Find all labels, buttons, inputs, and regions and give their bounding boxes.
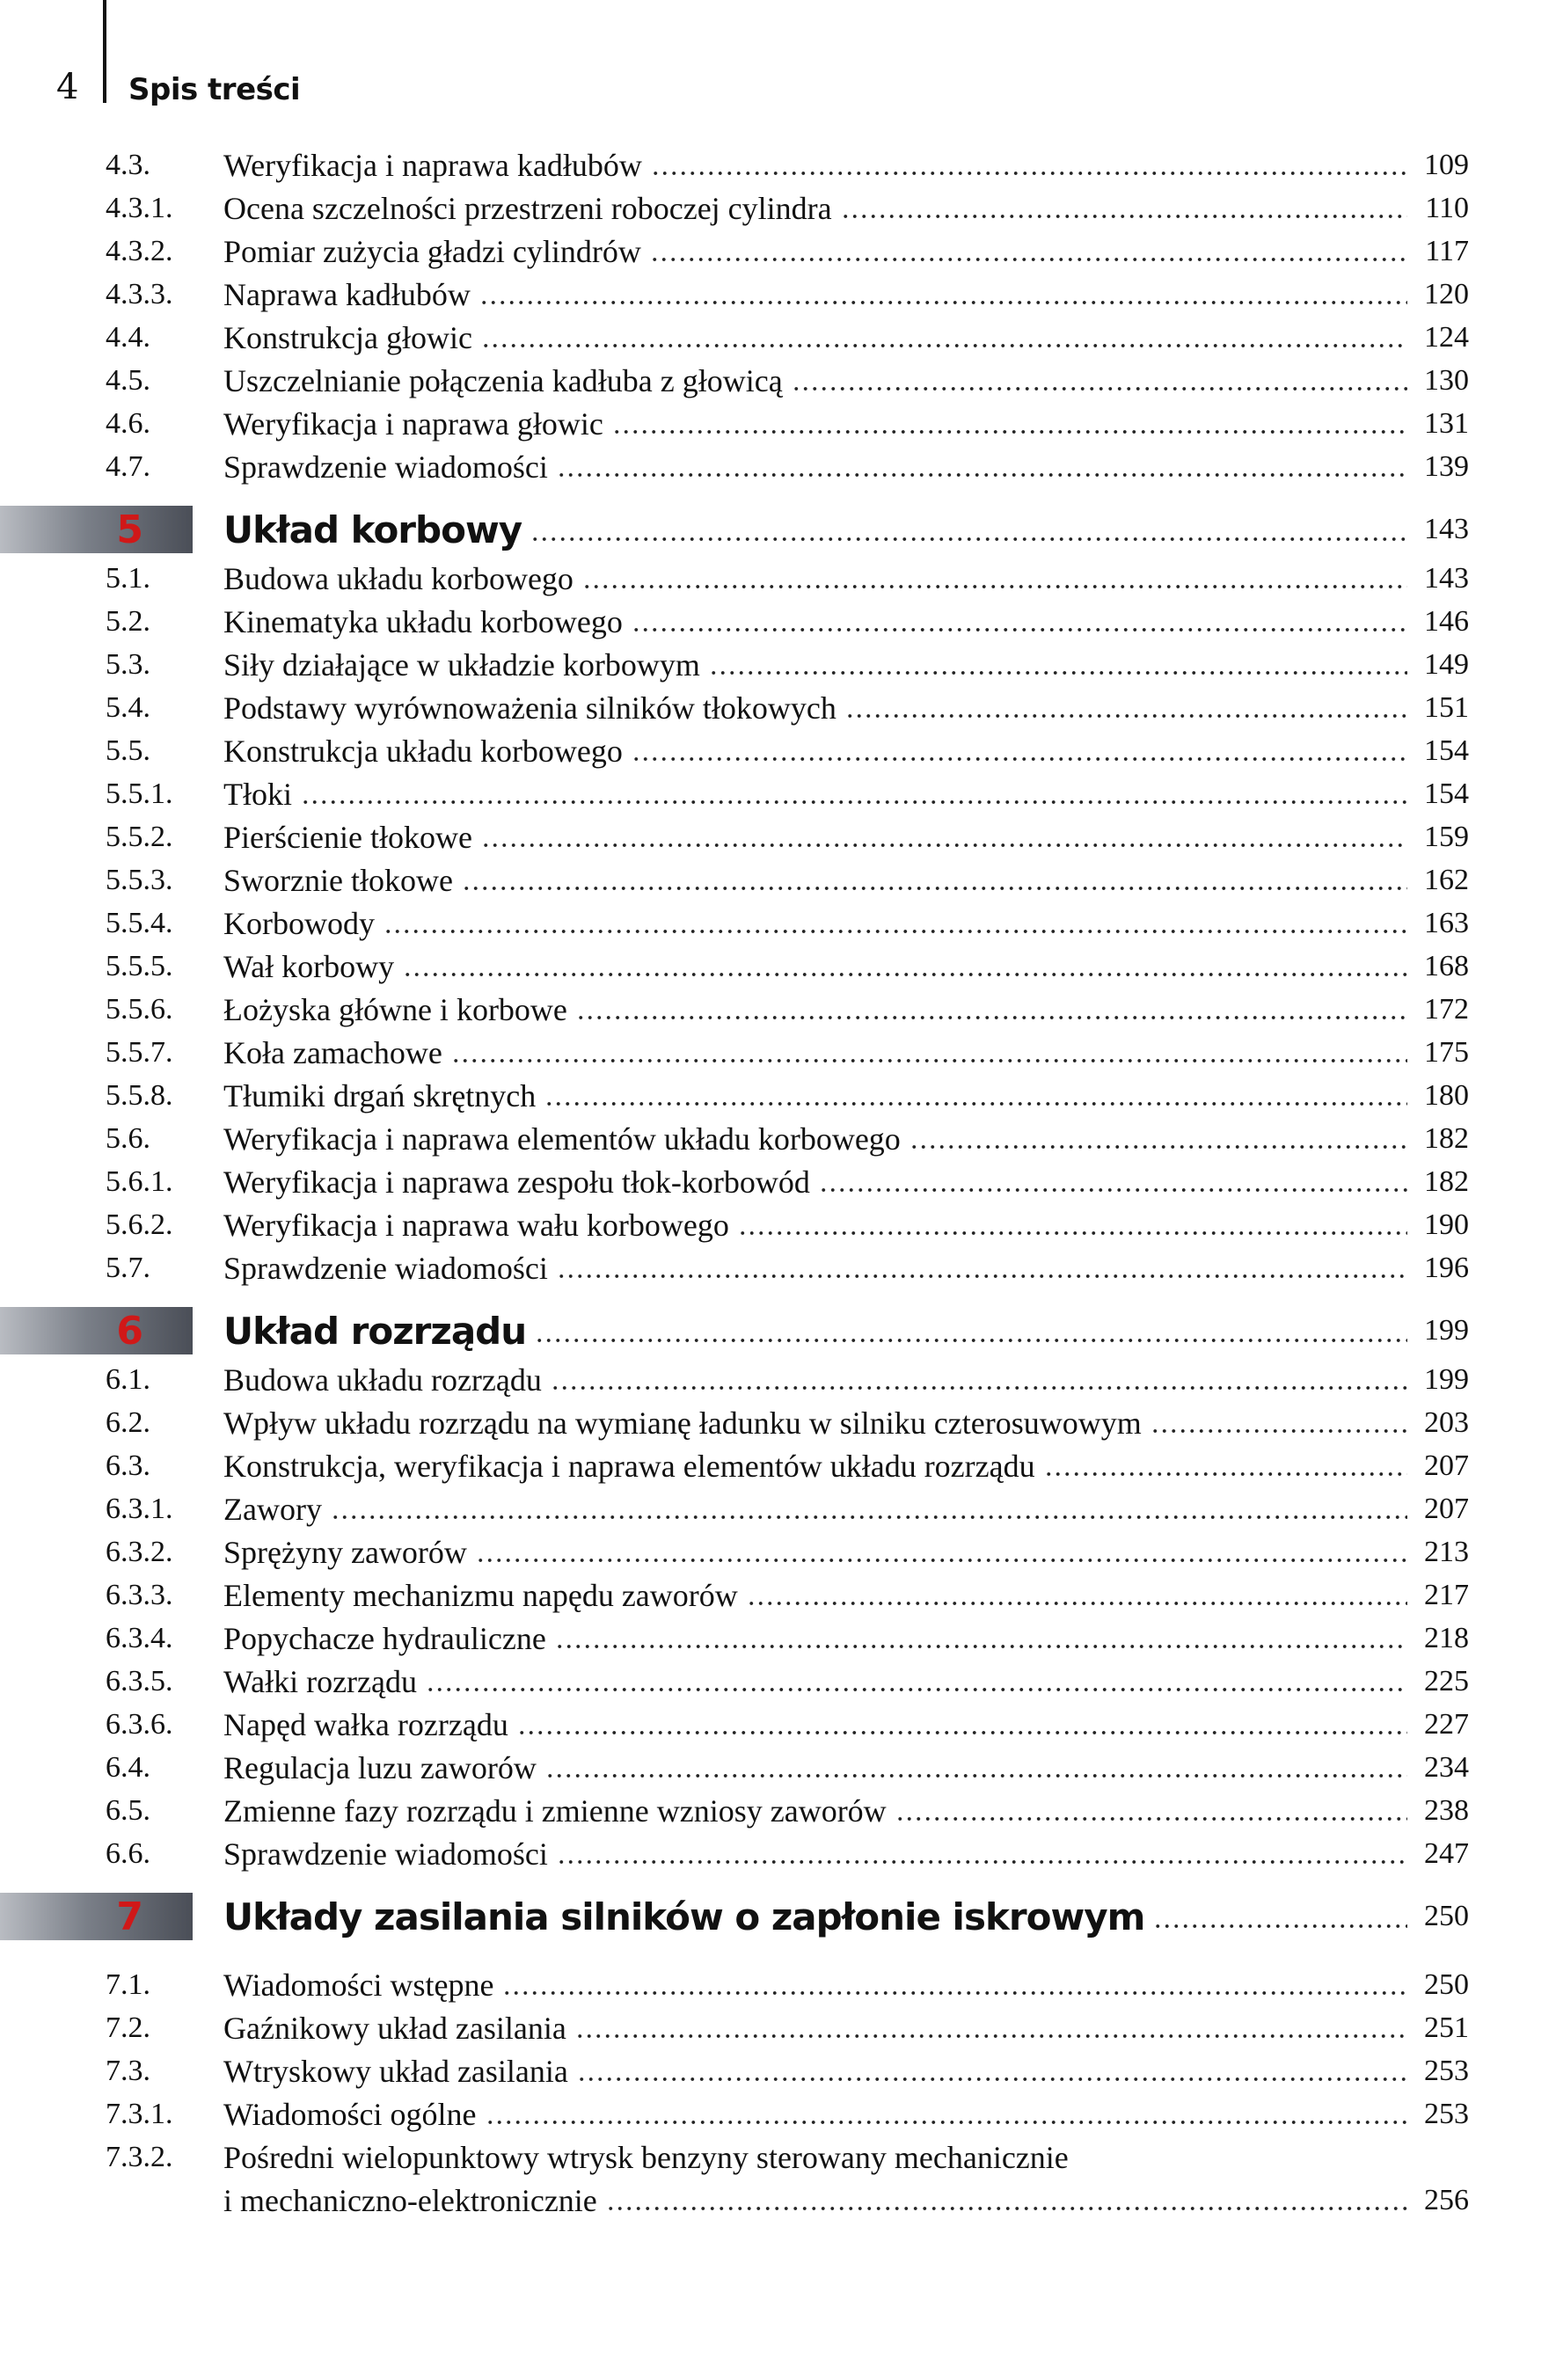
section-title: Tłumiki drgań skrętnych <box>223 1077 537 1113</box>
section-title: Zmienne fazy rozrządu i zmienne wzniosy zaworów <box>223 1792 887 1829</box>
toc-entry[interactable] <box>0 1660 1556 1703</box>
section-number: 6.3.2. <box>106 1535 173 1568</box>
section-number: 5.5.4. <box>106 906 173 939</box>
section-number: 4.3.1. <box>106 191 173 224</box>
toc-entry[interactable] <box>0 1789 1556 1832</box>
entry-line <box>223 776 1469 813</box>
entry-line <box>223 560 1469 597</box>
dot-leader <box>481 842 1407 849</box>
entry-line <box>223 362 1469 399</box>
entry-line <box>223 905 1469 942</box>
section-number: 5.5.1. <box>106 777 173 810</box>
chapter-heading[interactable] <box>0 1303 1556 1358</box>
section-number: 6.5. <box>106 1793 150 1827</box>
dot-leader <box>551 1384 1407 1391</box>
page-ref: 172 <box>1424 992 1469 1026</box>
toc-entry[interactable] <box>0 2135 1556 2179</box>
page-ref: 182 <box>1424 1164 1469 1198</box>
section-title: Wał korbowy <box>223 948 395 984</box>
section-title: Kinematyka układu korbowego <box>223 603 623 639</box>
dot-leader <box>544 1100 1407 1107</box>
entry-line <box>223 690 1469 726</box>
page-ref: 151 <box>1424 690 1469 724</box>
table-of-contents <box>0 143 1556 2222</box>
toc-entry[interactable] <box>0 815 1556 858</box>
dot-leader <box>576 1014 1407 1021</box>
chapter-heading[interactable] <box>0 502 1556 557</box>
entry-line <box>223 1362 1469 1398</box>
section-number: 5.7. <box>106 1251 150 1284</box>
toc-entry[interactable] <box>0 1444 1556 1487</box>
page-ref: 149 <box>1424 647 1469 681</box>
toc-entry[interactable] <box>0 402 1556 445</box>
page-ref: 207 <box>1424 1492 1469 1525</box>
section-title: Pomiar zużycia gładzi cylindrów <box>223 233 641 269</box>
section-number: 6.3.4. <box>106 1621 173 1654</box>
section-title: Korbowody <box>223 905 375 941</box>
entry-line <box>223 1077 1469 1114</box>
page-ref: 250 <box>1424 1900 1469 1932</box>
section-number: 6.3.5. <box>106 1664 173 1697</box>
toc-entry[interactable] <box>0 858 1556 902</box>
toc-entry[interactable] <box>0 1246 1556 1289</box>
dot-leader <box>403 971 1407 978</box>
chapter-line <box>223 1895 1469 1938</box>
toc-entry[interactable] <box>0 1401 1556 1444</box>
toc-entry[interactable] <box>0 1487 1556 1530</box>
toc-entry[interactable] <box>0 359 1556 402</box>
dot-leader <box>909 1143 1407 1150</box>
toc-entry[interactable] <box>0 1703 1556 1746</box>
page-number: 4 <box>56 67 79 107</box>
section-number: 4.7. <box>106 449 150 483</box>
section-number: 6.3. <box>106 1449 150 1482</box>
chapter-line <box>223 1310 1469 1353</box>
dot-leader <box>301 799 1407 806</box>
toc-entry[interactable] <box>0 945 1556 988</box>
page-ref: 190 <box>1424 1208 1469 1241</box>
page-ref: 180 <box>1424 1078 1469 1112</box>
page-ref: 131 <box>1424 406 1469 440</box>
section-number: 5.5.8. <box>106 1078 173 1112</box>
section-title: Pośredni wielopunktowy wtrysk benzyny sterowany mechanicznie <box>223 2139 1069 2175</box>
section-title: Sworznie tłokowe <box>223 862 453 898</box>
page-ref: 143 <box>1424 561 1469 595</box>
section-title: Tłoki <box>223 776 292 812</box>
entry-line <box>223 819 1469 856</box>
section-number: 4.3.2. <box>106 234 173 267</box>
entry-line <box>223 1663 1469 1700</box>
section-number: 5.1. <box>106 561 150 595</box>
section-title: Podstawy wyrównoważenia silników tłokowych <box>223 690 836 726</box>
page-ref: 238 <box>1424 1793 1469 1827</box>
toc-entry[interactable] <box>0 1203 1556 1246</box>
dot-leader <box>530 536 1407 543</box>
entry-line <box>223 1207 1469 1244</box>
section-number: 6.3.1. <box>106 1492 173 1525</box>
entry-line <box>223 603 1469 640</box>
entry-line <box>223 1491 1469 1528</box>
dot-leader <box>650 256 1407 263</box>
toc-entry[interactable] <box>0 273 1556 316</box>
section-title: Koła zamachowe <box>223 1034 442 1070</box>
entry-line <box>223 2053 1469 2090</box>
page-ref: 207 <box>1424 1449 1469 1482</box>
page-ref: 247 <box>1424 1836 1469 1870</box>
section-title: Wiadomości ogólne <box>223 2096 477 2132</box>
section-title: Weryfikacja i naprawa wału korbowego <box>223 1207 729 1243</box>
dot-leader <box>841 213 1407 220</box>
toc-entry[interactable] <box>0 2049 1556 2092</box>
entry-line <box>223 1836 1469 1873</box>
chapter-number: 5 <box>116 507 143 552</box>
toc-entry[interactable] <box>0 1074 1556 1117</box>
toc-entry-continuation <box>0 2179 1556 2222</box>
entry-line <box>223 948 1469 985</box>
chapter-badge <box>0 1893 193 1940</box>
section-title: Elementy mechanizmu napędu zaworów <box>223 1577 738 1613</box>
dot-leader <box>331 1514 1407 1521</box>
section-number: 6.3.6. <box>106 1707 173 1741</box>
chapter-title: Układy zasilania silników o zapłonie iskrowym <box>223 1895 1145 1938</box>
section-title: Sprawdzenie wiadomości <box>223 1250 548 1286</box>
section-title-continued: i mechaniczno-elektronicznie <box>223 2182 597 2218</box>
page-ref: 159 <box>1424 820 1469 853</box>
section-number: 6.3.3. <box>106 1578 173 1611</box>
section-title: Konstrukcja, weryfikacja i naprawa elementów układu rozrządu <box>223 1448 1035 1484</box>
entry-line <box>223 190 1469 227</box>
section-title: Naprawa kadłubów <box>223 276 471 312</box>
dot-leader <box>651 170 1407 177</box>
section-title: Ocena szczelności przestrzeni roboczej cylindra <box>223 190 832 226</box>
section-number: 7.2. <box>106 2011 150 2044</box>
dot-leader <box>384 928 1407 935</box>
entry-line <box>223 1534 1469 1571</box>
section-title: Napęd wałka rozrządu <box>223 1706 508 1742</box>
entry-line <box>223 2010 1469 2047</box>
entry-line <box>223 2182 1469 2219</box>
section-number: 6.4. <box>106 1750 150 1784</box>
chapter-heading[interactable] <box>0 1889 1556 1944</box>
toc-entry[interactable] <box>0 988 1556 1031</box>
toc-entry[interactable] <box>0 1117 1556 1160</box>
page-ref: 110 <box>1425 191 1469 224</box>
section-title: Weryfikacja i naprawa elementów układu korbowego <box>223 1121 901 1157</box>
section-number: 5.6.2. <box>106 1208 173 1241</box>
entry-line <box>223 2139 1469 2176</box>
toc-entry[interactable] <box>0 686 1556 729</box>
entry-line <box>223 1405 1469 1442</box>
page-ref: 109 <box>1424 148 1469 181</box>
entry-line <box>223 147 1469 184</box>
toc-entry[interactable] <box>0 1031 1556 1074</box>
chapter-badge <box>0 506 193 553</box>
dot-leader <box>479 299 1407 306</box>
entry-line <box>223 405 1469 442</box>
page-ref: 253 <box>1424 2054 1469 2087</box>
dot-leader <box>709 669 1407 676</box>
section-title: Pierścienie tłokowe <box>223 819 472 855</box>
dot-leader <box>535 1337 1407 1344</box>
toc-entry[interactable] <box>0 772 1556 815</box>
section-number: 6.2. <box>106 1405 150 1439</box>
section-title: Sprężyny zaworów <box>223 1534 467 1570</box>
page-ref: 253 <box>1424 2097 1469 2130</box>
page-ref: 234 <box>1424 1750 1469 1784</box>
toc-entry[interactable] <box>0 143 1556 186</box>
toc-entry[interactable] <box>0 1160 1556 1203</box>
page-ref: 124 <box>1424 320 1469 354</box>
toc-entry[interactable] <box>0 729 1556 772</box>
dot-leader <box>1151 1427 1407 1435</box>
dot-leader <box>895 1815 1407 1822</box>
section-number: 7.1. <box>106 1968 150 2001</box>
section-number: 4.3. <box>106 148 150 181</box>
section-number: 5.5.7. <box>106 1035 173 1069</box>
section-number: 5.2. <box>106 604 150 638</box>
toc-entry[interactable] <box>0 600 1556 643</box>
chapter-number: 7 <box>116 1895 143 1939</box>
entry-line <box>223 2096 1469 2133</box>
section-number: 4.3.3. <box>106 277 173 310</box>
dot-leader <box>555 1643 1407 1650</box>
section-number: 5.5.5. <box>106 949 173 982</box>
entry-line <box>223 1121 1469 1157</box>
toc-entry[interactable] <box>0 2092 1556 2135</box>
dot-leader <box>845 712 1407 719</box>
section-number: 4.5. <box>106 363 150 397</box>
toc-entry[interactable] <box>0 1832 1556 1875</box>
entry-line <box>223 1577 1469 1614</box>
section-number: 7.3.1. <box>106 2097 173 2130</box>
entry-line <box>223 1620 1469 1657</box>
page-ref: 139 <box>1424 449 1469 483</box>
entry-line <box>223 1792 1469 1829</box>
toc-entry[interactable] <box>0 1746 1556 1789</box>
section-number: 6.1. <box>106 1362 150 1396</box>
toc-entry[interactable] <box>0 445 1556 488</box>
chapter-badge <box>0 1307 193 1354</box>
page-ref: 199 <box>1424 1314 1469 1347</box>
entry-line <box>223 1164 1469 1201</box>
toc-entry[interactable] <box>0 1530 1556 1573</box>
dot-leader <box>1153 1923 1407 1930</box>
section-number: 5.6.1. <box>106 1164 173 1198</box>
entry-line <box>223 1448 1469 1485</box>
section-title: Gaźnikowy układ zasilania <box>223 2010 566 2046</box>
dot-leader <box>577 2076 1407 2083</box>
section-title: Konstrukcja głowic <box>223 319 472 355</box>
section-number: 5.5. <box>106 734 150 767</box>
section-title: Weryfikacja i naprawa kadłubów <box>223 147 642 183</box>
section-title: Sprawdzenie wiadomości <box>223 449 548 485</box>
section-title: Wpływ układu rozrządu na wymianę ładunku w silniku czterosuwowym <box>223 1405 1142 1441</box>
header-rule <box>103 0 106 103</box>
page-ref: 146 <box>1424 604 1469 638</box>
section-title: Konstrukcja układu korbowego <box>223 733 623 769</box>
dot-leader <box>632 756 1407 763</box>
dot-leader <box>606 2205 1407 2212</box>
entry-line <box>223 319 1469 356</box>
dot-leader <box>545 1772 1407 1779</box>
toc-entry[interactable] <box>0 1358 1556 1401</box>
section-number: 5.5.2. <box>106 820 173 853</box>
section-number: 5.5.3. <box>106 863 173 896</box>
entry-line <box>223 276 1469 313</box>
entry-line <box>223 1706 1469 1743</box>
dot-leader <box>476 1557 1407 1564</box>
entry-line <box>223 733 1469 770</box>
section-title: Regulacja luzu zaworów <box>223 1749 537 1785</box>
entry-line <box>223 646 1469 683</box>
dot-leader <box>792 385 1407 392</box>
page-ref: 256 <box>1424 2183 1469 2216</box>
dot-leader <box>517 1729 1407 1736</box>
dot-leader <box>582 583 1407 590</box>
dot-leader <box>819 1186 1407 1194</box>
chapter-title: Układ rozrządu <box>223 1309 527 1353</box>
entry-line <box>223 233 1469 270</box>
toc-entry[interactable] <box>0 1573 1556 1617</box>
dot-leader <box>502 1989 1407 1997</box>
section-title: Weryfikacja i naprawa głowic <box>223 405 603 442</box>
page-ref: 154 <box>1424 777 1469 810</box>
dot-leader <box>486 2119 1408 2126</box>
chapter-number: 6 <box>116 1309 143 1354</box>
entry-line <box>223 1034 1469 1071</box>
dot-leader <box>481 342 1407 349</box>
dot-leader <box>612 428 1407 435</box>
entry-line <box>223 991 1469 1028</box>
page-ref: 199 <box>1424 1362 1469 1396</box>
page-ref: 154 <box>1424 734 1469 767</box>
toc-entry[interactable] <box>0 316 1556 359</box>
section-title: Budowa układu korbowego <box>223 560 573 596</box>
page-ref: 227 <box>1424 1707 1469 1741</box>
dot-leader <box>1044 1471 1407 1478</box>
section-title: Weryfikacja i naprawa zespołu tłok-korbowód <box>223 1164 810 1200</box>
section-number: 5.5.6. <box>106 992 173 1026</box>
toc-entry[interactable] <box>0 186 1556 230</box>
dot-leader <box>426 1686 1407 1693</box>
toc-entry[interactable] <box>0 1617 1556 1660</box>
page-ref: 130 <box>1424 363 1469 397</box>
page-ref: 203 <box>1424 1405 1469 1439</box>
page-ref: 120 <box>1424 277 1469 310</box>
toc-entry[interactable] <box>0 1963 1556 2006</box>
section-title: Wałki rozrządu <box>223 1663 417 1699</box>
entry-line <box>223 862 1469 899</box>
page-ref: 182 <box>1424 1121 1469 1155</box>
page-ref: 217 <box>1424 1578 1469 1611</box>
section-number: 4.4. <box>106 320 150 354</box>
section-number: 4.6. <box>106 406 150 440</box>
page-ref: 213 <box>1424 1535 1469 1568</box>
section-title: Siły działające w układzie korbowym <box>223 646 700 683</box>
section-number: 5.4. <box>106 690 150 724</box>
page-ref: 218 <box>1424 1621 1469 1654</box>
running-title: Spis treści <box>128 72 301 107</box>
section-title: Budowa układu rozrządu <box>223 1362 542 1398</box>
dot-leader <box>632 626 1407 633</box>
dot-leader <box>738 1230 1407 1237</box>
dot-leader <box>451 1057 1407 1064</box>
entry-line <box>223 1250 1469 1287</box>
toc-entry[interactable] <box>0 902 1556 945</box>
page-ref: 250 <box>1424 1968 1469 2001</box>
page-ref: 143 <box>1424 513 1469 545</box>
entry-line <box>223 1967 1469 2004</box>
page-ref: 168 <box>1424 949 1469 982</box>
page-ref: 163 <box>1424 906 1469 939</box>
section-number: 5.3. <box>106 647 150 681</box>
section-number: 5.6. <box>106 1121 150 1155</box>
toc-entry[interactable] <box>0 2006 1556 2049</box>
section-title: Zawory <box>223 1491 322 1527</box>
section-title: Sprawdzenie wiadomości <box>223 1836 548 1872</box>
entry-line <box>223 449 1469 485</box>
dot-leader <box>462 885 1407 892</box>
chapter-line <box>223 508 1469 551</box>
section-title: Popychacze hydrauliczne <box>223 1620 546 1656</box>
toc-entry[interactable] <box>0 643 1556 686</box>
page-ref: 225 <box>1424 1664 1469 1697</box>
dot-leader <box>747 1600 1407 1607</box>
section-number: 7.3. <box>106 2054 150 2087</box>
section-number: 7.3.2. <box>106 2140 173 2173</box>
page-ref: 175 <box>1424 1035 1469 1069</box>
section-number: 6.6. <box>106 1836 150 1870</box>
page-ref: 251 <box>1424 2011 1469 2044</box>
page-ref: 162 <box>1424 863 1469 896</box>
page-ref: 196 <box>1424 1251 1469 1284</box>
dot-leader <box>557 1858 1407 1865</box>
dot-leader <box>557 471 1407 478</box>
toc-entry[interactable] <box>0 557 1556 600</box>
page-ref: 117 <box>1425 234 1469 267</box>
toc-entry[interactable] <box>0 230 1556 273</box>
chapter-title: Układ korbowy <box>223 507 522 551</box>
section-title: Wtryskowy układ zasilania <box>223 2053 568 2089</box>
section-title: Łożyska główne i korbowe <box>223 991 567 1027</box>
section-title: Uszczelnianie połączenia kadłuba z głowicą <box>223 362 783 398</box>
dot-leader <box>575 2033 1407 2040</box>
section-title: Wiadomości wstępne <box>223 1967 494 2003</box>
dot-leader <box>557 1273 1407 1280</box>
entry-line <box>223 1749 1469 1786</box>
